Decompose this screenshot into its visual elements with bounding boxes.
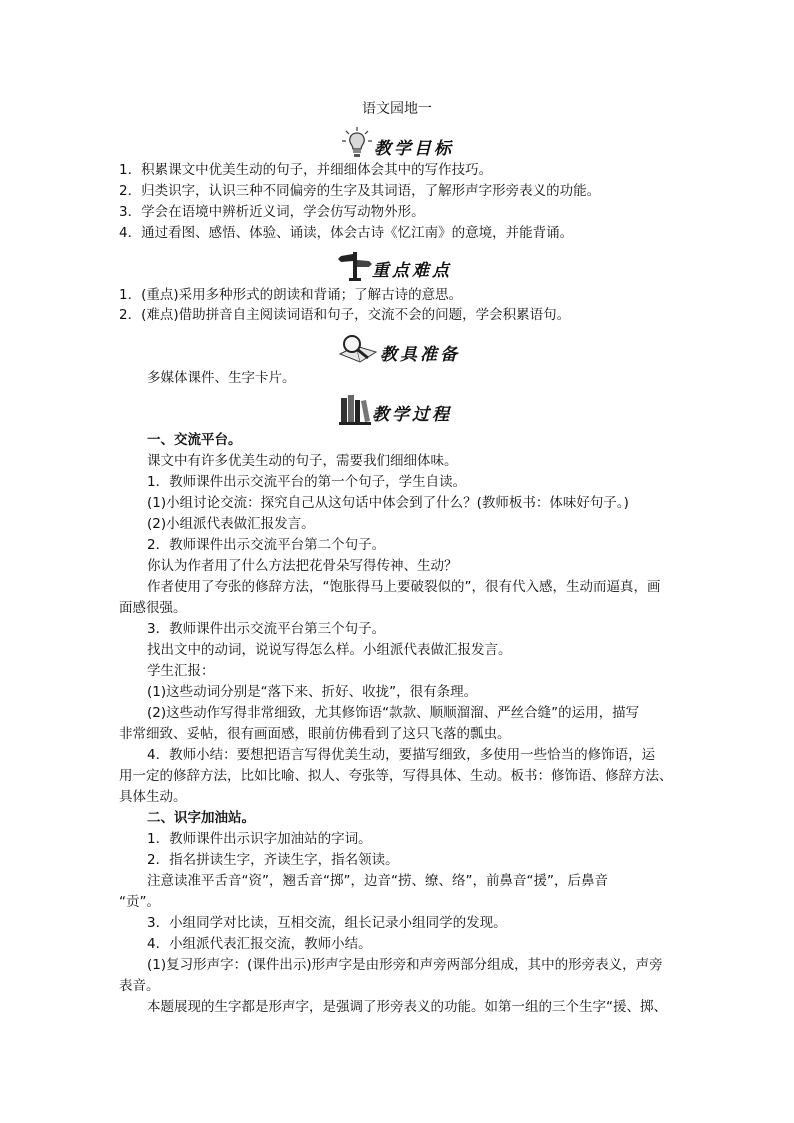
paragraph-line: 4．小组派代表汇报交流，教师小结。 xyxy=(147,936,372,952)
process-heading-text: 教学过程 xyxy=(372,405,452,425)
objectives-heading xyxy=(0,126,794,162)
paragraph-line: 课文中有许多优美生动的句子，需要我们细细体味。 xyxy=(147,453,458,469)
key-point-item: 2．(难点)借助拼音自主阅读词语和句子，交流不会的问题，学会积累语句。 xyxy=(119,307,571,323)
books-icon xyxy=(338,392,372,426)
objective-item: 2．归类识字，认识三种不同偏旁的生字及其词语，了解形声字形旁表义的功能。 xyxy=(119,183,601,199)
process-heading xyxy=(0,392,794,428)
lightbulb-icon xyxy=(340,126,374,160)
materials-text: 多媒体课件、生字卡片。 xyxy=(147,370,296,386)
paragraph-line: 3．小组同学对比读，互相交流，组长记录小组同学的发现。 xyxy=(147,915,507,931)
materials-heading xyxy=(0,332,794,368)
paragraph-line: 本题展现的生字都是形声字，是强调了形旁表义的功能。如第一组的三个生字“援、掷、 xyxy=(147,999,667,1015)
magnifier-book-icon xyxy=(338,332,378,366)
paragraph-line: 表音。 xyxy=(119,978,160,994)
key-point-item: 1．(重点)采用多种形式的朗读和背诵；了解古诗的意思。 xyxy=(119,287,463,303)
paragraph-line: 学生汇报： xyxy=(147,663,215,679)
paragraph-line: 非常细致、妥帖，很有画面感，眼前仿佛看到了这只飞落的瓢虫。 xyxy=(119,726,511,742)
objectives-heading-text: 教学目标 xyxy=(374,139,454,159)
paragraph-line: (1)复习形声字：(课件出示)形声字是由形旁和声旁两部分组成，其中的形旁表义，声旁 xyxy=(147,957,663,973)
paragraph-line: 2．指名拼读生字，齐读生字，指名领读。 xyxy=(147,852,399,868)
paragraph-line: (2)小组派代表做汇报发言。 xyxy=(147,516,315,532)
objective-item: 1．积累课文中优美生动的句子，并细细体会其中的写作技巧。 xyxy=(119,162,493,178)
objective-item: 4．通过看图、感悟、体验、诵读，体会古诗《忆江南》的意境，并能背诵。 xyxy=(119,225,574,241)
key-points-heading xyxy=(0,248,794,284)
paragraph-line: “贡”。 xyxy=(119,894,160,910)
paragraph-line: 1．教师课件出示识字加油站的字词。 xyxy=(147,831,372,847)
signpost-icon xyxy=(338,248,372,282)
paragraph-line: 4．教师小结：要想把语言写得优美生动，要描写细致，多使用一些恰当的修饰语，运 xyxy=(147,747,656,763)
paragraph-line: 面感很强。 xyxy=(119,600,187,616)
paragraph-line: 3．教师课件出示交流平台第三个句子。 xyxy=(147,621,386,637)
key-points-heading-text: 重点难点 xyxy=(372,261,452,281)
paragraph-line: 注意读准平舌音“资”，翘舌音“掷”，边音“捞、缭、络”，前鼻音“援”，后鼻音 xyxy=(147,873,608,889)
paragraph-line: 2．教师课件出示交流平台第二个句子。 xyxy=(147,537,386,553)
paragraph-line: 作者使用了夸张的修辞方法，“饱胀得马上要破裂似的”，很有代入感，生动而逼真，画 xyxy=(147,579,661,595)
paragraph-line: (1)小组讨论交流：探究自己从这句话中体会到了什么？(教师板书：体味好句子。) xyxy=(147,495,629,511)
materials-heading-text: 教具准备 xyxy=(380,345,460,365)
page-title: 语文园地一 xyxy=(362,101,432,117)
paragraph-line: 你认为作者用了什么方法把花骨朵写得传神、生动？ xyxy=(147,558,458,574)
objective-item: 3．学会在语境中辨析近义词，学会仿写动物外形。 xyxy=(119,204,425,220)
paragraph-line: 找出文中的动词，说说写得怎么样。小组派代表做汇报发言。 xyxy=(147,642,512,658)
paragraph-line: 1．教师课件出示交流平台的第一个句子，学生自读。 xyxy=(147,474,467,490)
section-subheading: 一、交流平台。 xyxy=(147,432,242,448)
section-subheading: 二、识字加油站。 xyxy=(147,810,255,826)
paragraph-line: (1)这些动词分别是“落下来、折好、收拢”，很有条理。 xyxy=(147,684,478,700)
paragraph-line: 用一定的修辞方法，比如比喻、拟人、夸张等，写得具体、生动。板书：修饰语、修辞方法、 xyxy=(119,768,673,784)
paragraph-line: 具体生动。 xyxy=(119,789,187,805)
paragraph-line: (2)这些动作写得非常细致，尤其修饰语“款款、顺顺溜溜、严丝合缝”的运用，描写 xyxy=(147,705,640,721)
